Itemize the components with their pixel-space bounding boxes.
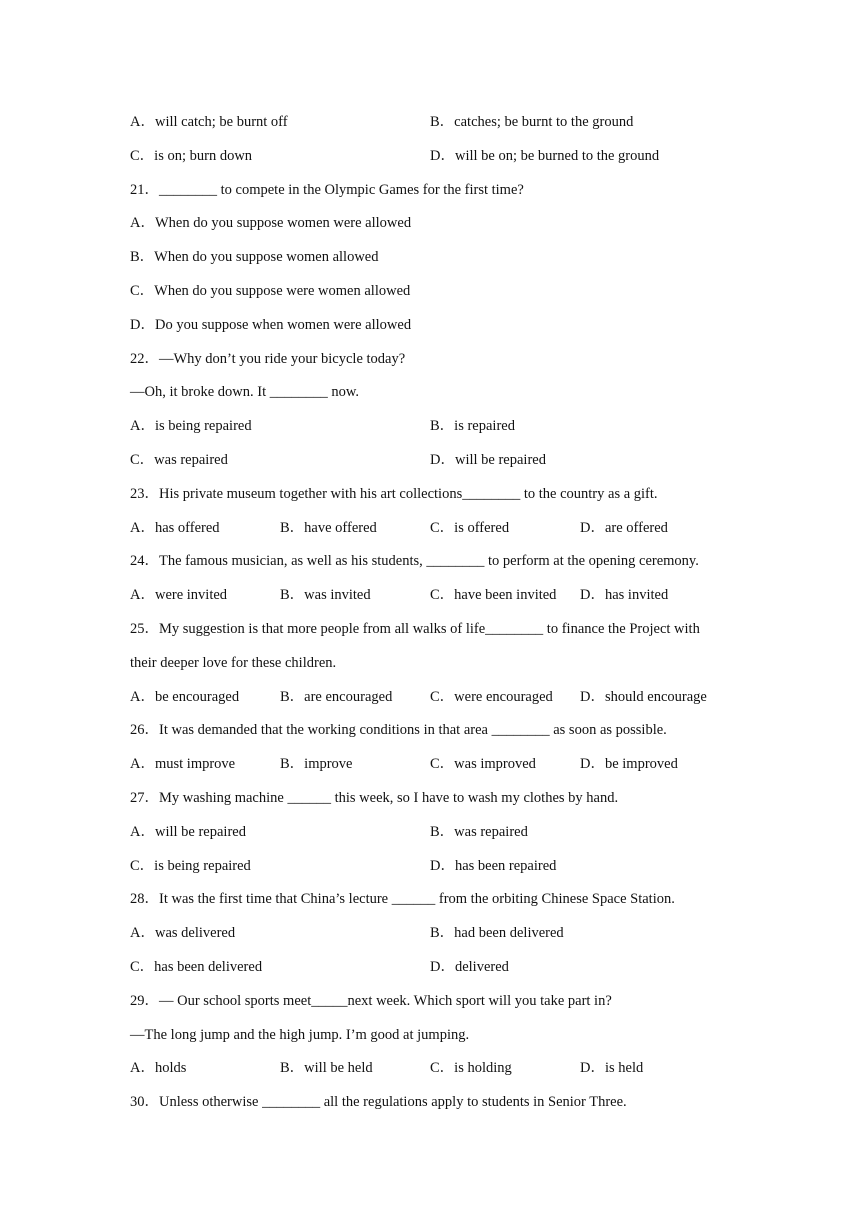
option-row [130, 850, 750, 884]
answer-option: A．were invited [130, 587, 228, 604]
answer-option: A．must improve [130, 756, 236, 773]
answer-option: C．is holding [430, 1060, 512, 1077]
text-line: C．When do you suppose were women allowed [130, 282, 411, 299]
option-row [130, 140, 750, 174]
answer-option: C．was repaired [130, 451, 228, 468]
option-row [130, 951, 750, 985]
option-row [130, 512, 750, 546]
option-row [130, 410, 750, 444]
answer-option: A．was delivered [130, 925, 236, 942]
answer-option: A．will catch; be burnt off [130, 114, 288, 130]
option-row [130, 917, 750, 951]
text-line: D．Do you suppose when women were allowed [130, 316, 412, 333]
option-row [130, 681, 750, 715]
text-line: 23．His private museum together with his art collections________ to the country as a gift. [130, 485, 658, 502]
option-row [130, 444, 750, 478]
text-line: 25．My suggestion is that more people from all walks of life________ to finance the Project with [130, 620, 700, 637]
answer-option: A．holds [130, 1060, 187, 1077]
answer-option: B．have offered [280, 519, 377, 536]
answer-option: C．is on; burn down [130, 147, 253, 164]
answer-option: A．be encouraged [130, 688, 240, 705]
answer-option: D．has been repaired [430, 857, 557, 874]
answer-option: D．is held [580, 1060, 644, 1077]
text-line: —Oh, it broke down. It ________ now. [130, 384, 360, 401]
answer-option: A．will be repaired [130, 823, 246, 840]
text-line: 30．Unless otherwise ________ all the regulations apply to students in Senior Three. [130, 1094, 627, 1111]
answer-option: B．improve [280, 756, 353, 773]
text-line: A．When do you suppose women were allowed [130, 215, 412, 232]
text-line: 21．________ to compete in the Olympic Games for the first time? [130, 181, 524, 198]
answer-option: A．has offered [130, 519, 220, 536]
answer-option: C．was improved [430, 756, 536, 773]
answer-option: C．is offered [430, 519, 510, 536]
answer-option: A．is being repaired [130, 418, 252, 435]
answer-option: C．is being repaired [130, 857, 251, 874]
answer-option: D．are offered [580, 519, 668, 536]
answer-option: B．was repaired [430, 823, 528, 840]
answer-option: C．were encouraged [430, 688, 553, 705]
answer-option: D．delivered [430, 958, 509, 975]
answer-option: B．are encouraged [280, 688, 393, 705]
text-line: their deeper love for these children. [130, 654, 337, 671]
text-line: 28．It was the first time that China’s lecture ______ from the orbiting Chinese Space Station. [130, 891, 675, 908]
option-row [130, 1052, 750, 1086]
text-line: 26．It was demanded that the working conditions in that area ________ as soon as possible. [130, 722, 667, 739]
answer-option: D．has invited [580, 587, 669, 604]
answer-option: D．will be on; be burned to the ground [430, 147, 660, 164]
answer-option: C．has been delivered [130, 958, 263, 975]
text-line: 29．— Our school sports meet_____next week. Which sport will you take part in? [130, 992, 612, 1009]
answer-option: C．have been invited [430, 587, 557, 604]
answer-option: B．catches; be burnt to the ground [430, 114, 634, 130]
option-row [130, 106, 750, 140]
text-line: 27．My washing machine ______ this week, so I have to wash my clothes by hand. [130, 789, 619, 806]
answer-option: D．will be repaired [430, 451, 546, 468]
answer-option: D．should encourage [580, 688, 707, 705]
answer-option: B．is repaired [430, 418, 515, 435]
answer-option: B．will be held [280, 1060, 373, 1077]
option-row [130, 579, 750, 613]
text-line: 24．The famous musician, as well as his students, ________ to perform at the opening ceremony. [130, 553, 699, 570]
text-line: 22．—Why don’t you ride your bicycle today? [130, 350, 406, 367]
text-line: B．When do you suppose women allowed [130, 249, 379, 266]
text-line: —The long jump and the high jump. I’m good at jumping. [130, 1026, 470, 1043]
answer-option: B．had been delivered [430, 925, 564, 942]
answer-option: D．be improved [580, 756, 678, 773]
option-row [130, 816, 750, 850]
document-page [130, 106, 750, 1120]
option-row [130, 748, 750, 782]
answer-option: B．was invited [280, 587, 371, 604]
